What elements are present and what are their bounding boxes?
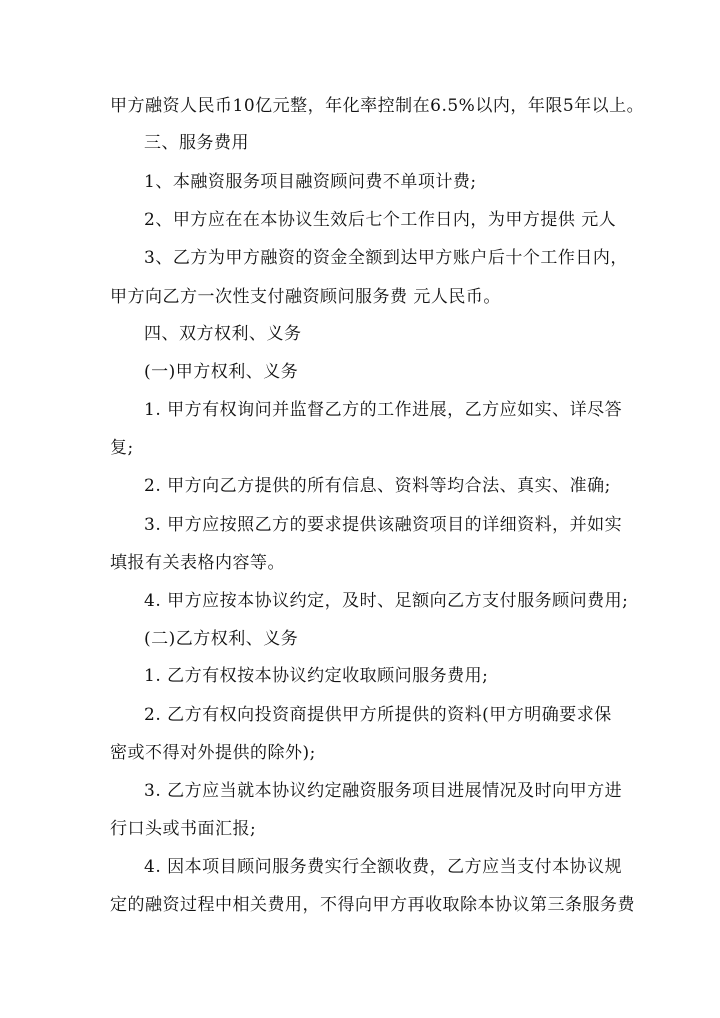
paragraph-line: 4. 甲方应按本协议约定，及时、足额向乙方支付服务顾问费用; — [144, 591, 629, 611]
section-heading-rights: 四、双方权利、义务 — [144, 324, 302, 344]
paragraph-line: 2、甲方应在在本协议生效后七个工作日内，为甲方提供 元人 — [144, 210, 617, 230]
paragraph-line: 行口头或书面汇报; — [110, 819, 257, 839]
paragraph-line: 密或不得对外提供的除外); — [110, 743, 316, 763]
paragraph-line: 2. 甲方向乙方提供的所有信息、资料等均合法、真实、准确; — [144, 476, 611, 496]
paragraph-line: 3、乙方为甲方融资的资金全额到达甲方账户后十个工作日内， — [144, 248, 628, 268]
subsection-heading-party-a: (一)甲方权利、义务 — [144, 362, 299, 382]
paragraph-line: 1. 乙方有权按本协议约定收取顾问服务费用; — [144, 666, 489, 686]
paragraph-line: 甲方融资人民币10亿元整，年化率控制在6.5%以内，年限5年以上。 — [110, 96, 645, 116]
paragraph-line: 1. 甲方有权询问并监督乙方的工作进展，乙方应如实、详尽答 — [144, 400, 623, 420]
paragraph-line: 甲方向乙方一次性支付融资顾问服务费 元人民币。 — [110, 287, 501, 307]
subsection-heading-party-b: (二)乙方权利、义务 — [144, 629, 299, 649]
paragraph-line: 3. 甲方应按照乙方的要求提供该融资项目的详细资料，并如实 — [144, 515, 623, 535]
paragraph-line: 填报有关表格内容等。 — [110, 553, 285, 573]
paragraph-line: 3. 乙方应当就本协议约定融资服务项目进展情况及时向甲方进 — [144, 781, 623, 801]
paragraph-line: 1、本融资服务项目融资顾问费不单项计费; — [144, 172, 477, 192]
paragraph-line: 4. 因本项目顾问服务费实行全额收费，乙方应当支付本协议规 — [144, 857, 623, 877]
paragraph-line: 定的融资过程中相关费用，不得向甲方再收取除本协议第三条服务费 — [110, 895, 635, 915]
paragraph-line: 2. 乙方有权向投资商提供甲方所提供的资料(甲方明确要求保 — [144, 705, 612, 725]
paragraph-line: 复; — [110, 438, 134, 458]
section-heading-fees: 三、服务费用 — [144, 133, 249, 153]
